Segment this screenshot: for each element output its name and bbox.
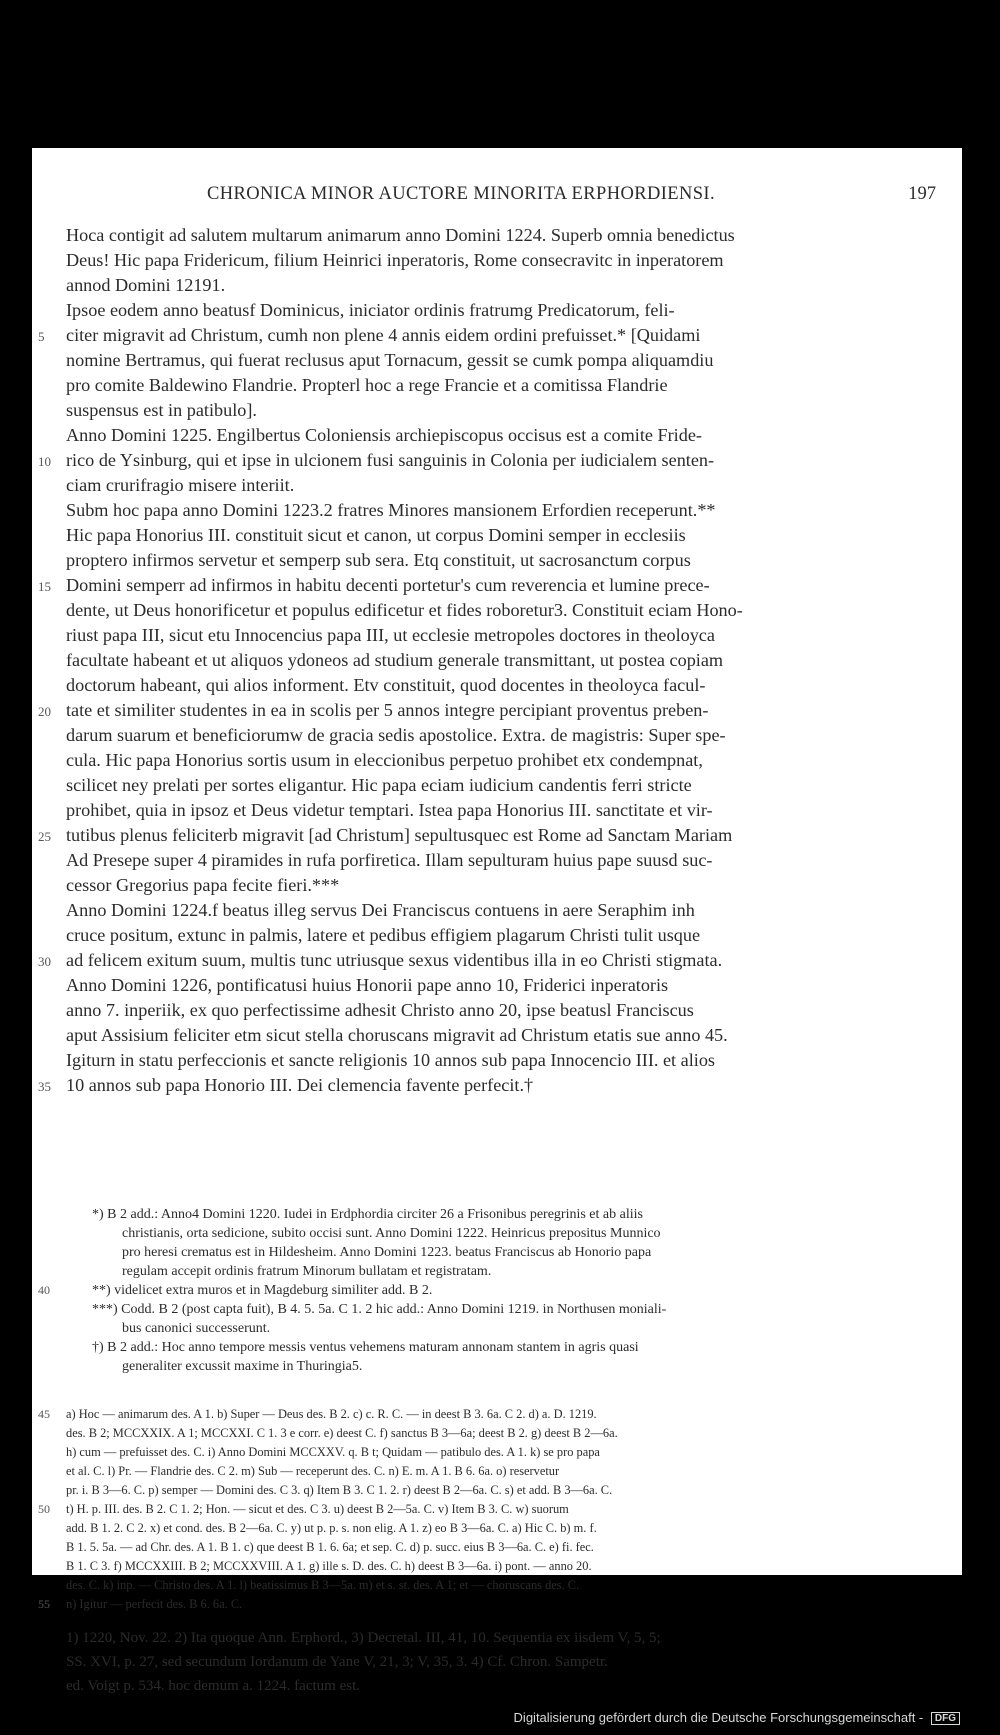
- line-text: riust papa III, sicut etu Innocencius papa III, ut ecclesie metropoles doctores in theoloyca: [66, 625, 715, 645]
- line-text: Deus! Hic papa Fridericum, filium Heinrici inperatoris, Rome consecravitc in inperatorem: [66, 250, 724, 270]
- line-text: rico de Ysinburg, qui et ipse in ulcionem fusi sanguinis in Colonia per iudicialem senten-: [66, 450, 715, 470]
- apparatus-line: [32, 1519, 962, 1538]
- line-text: prohibet, quia in ipsoz et Deus videtur temptari. Istea papa Honorius III. sanctitate et vir-: [66, 800, 713, 820]
- line-text: 10 annos sub papa Honorio III. Dei clemencia favente perfecit.†: [66, 1075, 534, 1095]
- text-line: [32, 973, 962, 998]
- apparatus-line: [32, 1462, 962, 1481]
- text-line: [32, 673, 962, 698]
- text-line: [32, 573, 962, 598]
- text-line: [32, 498, 962, 523]
- note-line: [32, 1338, 962, 1357]
- text-line: [32, 873, 962, 898]
- note-line: [32, 1243, 962, 1262]
- line-text: *) B 2 add.: Anno4 Domini 1220. Iudei in Erdphordia circiter 26 a Frisonibus peregrinis et ab aliis: [92, 1207, 643, 1222]
- line-number: 35: [38, 1079, 51, 1094]
- text-line: [32, 598, 962, 623]
- text-line: [32, 948, 962, 973]
- critical-apparatus: [32, 1405, 962, 1614]
- line-text: 1) 1220, Nov. 22. 2) Ita quoque Ann. Erphord., 3) Decretal. III, 41, 10. Sequentia ex iisdem V, 5, 5;: [66, 1630, 661, 1646]
- line-number: 30: [38, 954, 51, 969]
- text-line: [32, 648, 962, 673]
- line-text: regulam accepit ordinis fratrum Minorum bullatam et registratam.: [122, 1264, 492, 1279]
- line-text: t) H. p. III. des. B 2. C 1. 2; Hon. — sicut et des. C 3. u) deest B 2—5a. C. v) Item B 3. C. w) suorum: [66, 1502, 569, 1516]
- line-text: nomine Bertramus, qui fuerat reclusus aput Tornacum, gessit se cumk pompa aliquamdiu: [66, 350, 714, 370]
- line-text: B 1. C 3. f) MCCXXIII. B 2; MCCXXVIII. A 1. g) ille s. D. des. C. h) deest B 3—6a. i) pont. — anno 20.: [66, 1559, 592, 1573]
- line-text: cessor Gregorius papa fecite fieri.***: [66, 875, 340, 895]
- apparatus-line: [32, 1595, 962, 1614]
- line-text: tutibus plenus feliciterb migravit [ad Christum] sepultusquec est Rome ad Sanctam Mariam: [66, 825, 733, 845]
- line-text: darum suarum et beneficiorumw de gracia sedis apostolice. Extra. de magistris: Super spe-: [66, 725, 726, 745]
- text-line: [32, 623, 962, 648]
- line-text: Hoca contigit ad salutem multarum animarum anno Domini 1224. Superb omnia benedictus: [66, 225, 735, 245]
- line-text: Anno Domini 1226, pontificatusi huius Honorii pape anno 10, Friderici inperatoris: [66, 975, 669, 995]
- dfg-logo: DFG: [931, 1712, 960, 1725]
- line-text: des. C. k) inp. — Christo des. A 1. l) beatissimus B 3—5a. m) et s. st. des. A 1; et — choruscans des. C.: [66, 1578, 580, 1592]
- line-text: Hic papa Honorius III. constituit sicut et canon, ut corpus Domini semper in ecclesiis: [66, 525, 686, 545]
- text-line: [32, 298, 962, 323]
- line-text: bus canonici successerunt.: [122, 1321, 271, 1336]
- line-text: Anno Domini 1225. Engilbertus Coloniensis archiepiscopus occisus est a comite Fride-: [66, 425, 702, 445]
- starred-notes: [32, 1205, 962, 1376]
- footnote-line: [32, 1674, 962, 1698]
- text-line: [32, 1048, 962, 1073]
- line-text: cruce positum, extunc in palmis, latere et pedibus effigiem plagarum Christi tulit usque: [66, 925, 701, 945]
- note-line: [32, 1281, 962, 1300]
- line-text: †) B 2 add.: Hoc anno tempore messis ventus vehemens maturam annonam stantem in agris quasi: [92, 1340, 639, 1355]
- text-line: [32, 398, 962, 423]
- line-text: anno 7. inperiik, ex quo perfectissime adhesit Christo anno 20, ipse beatusl Franciscus: [66, 1000, 694, 1020]
- line-text: Domini semperr ad infirmos in habitu decenti portetur's cum reverencia et lumine prece-: [66, 575, 710, 595]
- line-text: pro heresi crematus est in Hildesheim. Anno Domini 1223. beatus Franciscus ab Honorio papa: [122, 1245, 652, 1260]
- line-text: pro comite Baldewino Flandrie. Propterl hoc a rege Francie et a comitissa Flandrie: [66, 375, 668, 395]
- note-line: [32, 1224, 962, 1243]
- running-title: CHRONICA MINOR AUCTORE MINORITA ERPHORDIENSI.: [207, 184, 716, 204]
- apparatus-line: [32, 1405, 962, 1424]
- text-line: [32, 323, 962, 348]
- line-text: **) videlicet extra muros et in Magdeburg similiter add. B 2.: [92, 1283, 433, 1298]
- text-line: [32, 223, 962, 248]
- line-text: doctorum habeant, qui alios informent. Etv constituit, quod docentes in theoloyca facul-: [66, 675, 706, 695]
- line-text: proptero infirmos servetur et semperp sub sera. Etq constituit, ut sacrosanctum corpus: [66, 550, 691, 570]
- line-text: a) Hoc — animarum des. A 1. b) Super — Deus des. B 2. c) c. R. C. — in deest B 3. 6a. C 2. d) a. D. 1219.: [66, 1407, 597, 1421]
- line-text: h) cum — prefuisset des. C. i) Anno Domini MCCXXV. q. B t; Quidam — patibulo des. A 1. k) se pro papa: [66, 1445, 600, 1459]
- line-number: 50: [38, 1502, 50, 1516]
- text-line: [32, 1073, 962, 1098]
- line-text: christianis, orta sedicione, subito occisi sunt. Anno Domini 1222. Heinricus prepositus Munnico: [122, 1226, 661, 1241]
- apparatus-line: [32, 1500, 962, 1519]
- line-number: 5: [38, 329, 45, 344]
- note-line: [32, 1300, 962, 1319]
- apparatus-line: [32, 1481, 962, 1500]
- line-text: pr. i. B 3—6. C. p) semper — Domini des. C 3. q) Item B 3. C 1. 2. r) deest B 2—6a. C. s) et add. B 3—6a. C.: [66, 1483, 613, 1497]
- document-page: [32, 148, 962, 1694]
- line-number: 15: [38, 579, 51, 594]
- line-text: tate et similiter studentes in ea in scolis per 5 annos integre percipiant proventus preben-: [66, 700, 709, 720]
- line-text: Anno Domini 1224.f beatus illeg servus Dei Franciscus contuens in aere Seraphim inh: [66, 900, 695, 920]
- text-line: [32, 448, 962, 473]
- line-number: 55: [38, 1597, 50, 1611]
- text-line: [32, 898, 962, 923]
- text-line: [32, 548, 962, 573]
- apparatus-line: [32, 1557, 962, 1576]
- running-head: [52, 184, 942, 208]
- text-line: [32, 798, 962, 823]
- text-line: [32, 823, 962, 848]
- line-text: B 1. 5. 5a. — ad Chr. des. A 1. B 1. c) que deest B 1. 6. 6a; et sep. C. d) p. succ. eius B 3—6a. C. e) fi. fec.: [66, 1540, 594, 1554]
- text-line: [32, 923, 962, 948]
- line-text: Igiturn in statu perfeccionis et sancte religionis 10 annos sub papa Innocencio III. et alios: [66, 1050, 715, 1070]
- text-line: [32, 748, 962, 773]
- text-line: [32, 848, 962, 873]
- line-text: add. B 1. 2. C 2. x) et cond. des. B 2—6a. C. y) ut p. p. s. non elig. A 1. z) eo B 3—6a. C. a) Hic C. b) m. f.: [66, 1521, 597, 1535]
- footnote-line: [32, 1650, 962, 1674]
- main-text: [32, 223, 962, 1098]
- line-text: ***) Codd. B 2 (post capta fuit), B 4. 5. 5a. C 1. 2 hic add.: Anno Domini 1219. in Northusen moniali-: [92, 1302, 667, 1317]
- footnotes: [32, 1626, 962, 1698]
- line-text: generaliter excussit maxime in Thuringia5.: [122, 1359, 363, 1374]
- text-line: [32, 998, 962, 1023]
- line-text: scilicet ney prelati per sortes eligantur. Hic papa eciam iudicium candentis ferri stricte: [66, 775, 692, 795]
- text-line: [32, 723, 962, 748]
- text-line: [32, 523, 962, 548]
- line-text: annod Domini 12191.: [66, 275, 226, 295]
- line-text: cula. Hic papa Honorius sortis usum in eleccionibus perpetuo prohibet etx condempnat,: [66, 750, 703, 770]
- text-line: [32, 423, 962, 448]
- text-line: [32, 698, 962, 723]
- line-text: Ad Presepe super 4 piramides in rufa porfiretica. Illam sepulturam huius pape suusd suc-: [66, 850, 713, 870]
- note-line: [32, 1319, 962, 1338]
- line-text: et al. C. l) Pr. — Flandrie des. C 2. m) Sub — receperunt des. C. n) E. m. A 1. B 6. 6a. o) reservetur: [66, 1464, 560, 1478]
- text-line: [32, 273, 962, 298]
- line-text: suspensus est in patibulo].: [66, 400, 257, 420]
- line-text: n) Igitur — perfecit des. B 6. 6a. C.: [66, 1597, 243, 1611]
- line-text: ed. Voigt p. 534. hoc demum a. 1224. factum est.: [66, 1678, 360, 1694]
- line-text: facultate habeant et ut aliquos ydoneos ad studium generale transmittant, ut postea copiam: [66, 650, 724, 670]
- line-text: Ipsoe eodem anno beatusf Dominicus, iniciator ordinis fratrumg Predicatorum, feli-: [66, 300, 675, 320]
- text-line: [32, 473, 962, 498]
- text-line: [32, 373, 962, 398]
- note-line: [32, 1262, 962, 1281]
- line-text: citer migravit ad Christum, cumh non plene 4 annis eidem ordini prefuisset.* [Quidami: [66, 325, 701, 345]
- text-line: [32, 773, 962, 798]
- apparatus-line: [32, 1538, 962, 1557]
- line-number: 10: [38, 454, 51, 469]
- text-line: [32, 248, 962, 273]
- note-line: [32, 1205, 962, 1224]
- line-text: aput Assisium feliciter etm sicut stella choruscans migravit ad Christum etatis sue anno 45.: [66, 1025, 728, 1045]
- line-number: 40: [38, 1283, 50, 1297]
- line-text: ad felicem exitum suum, multis tunc utriusque sexus videntibus illa in eo Christi stigmata.: [66, 950, 723, 970]
- apparatus-line: [32, 1443, 962, 1462]
- note-line: [32, 1357, 962, 1376]
- apparatus-line: [32, 1576, 962, 1595]
- line-text: ciam crurifragio misere interiit.: [66, 475, 295, 495]
- footnote-line: [32, 1626, 962, 1650]
- line-text: SS. XVI, p. 27, sed secundum Iordanum de Yane V, 21, 3; V, 35, 3. 4) Cf. Chron. Sampetr.: [66, 1654, 608, 1670]
- text-line: [32, 348, 962, 373]
- line-number: 20: [38, 704, 51, 719]
- line-text: Subm hoc papa anno Domini 1223.2 fratres Minores mansionem Erfordien receperunt.**: [66, 500, 716, 520]
- page-number: 197: [908, 184, 936, 204]
- text-line: [32, 1023, 962, 1048]
- line-number: 25: [38, 829, 51, 844]
- line-text: dente, ut Deus honorificetur et populus edificetur et fides roboretur3. Constituit eciam Hono-: [66, 600, 743, 620]
- digitization-credit: [514, 1710, 960, 1725]
- line-text: des. B 2; MCCXXIX. A 1; MCCXXI. C 1. 3 e corr. e) deest C. f) sanctus B 3—6a; deest B 2. g) deest B 2—6a.: [66, 1426, 618, 1440]
- line-number: 45: [38, 1407, 50, 1421]
- credit-text: Digitalisierung gefördert durch die Deutsche Forschungsgemeinschaft -: [513, 1709, 924, 1725]
- apparatus-line: [32, 1424, 962, 1443]
